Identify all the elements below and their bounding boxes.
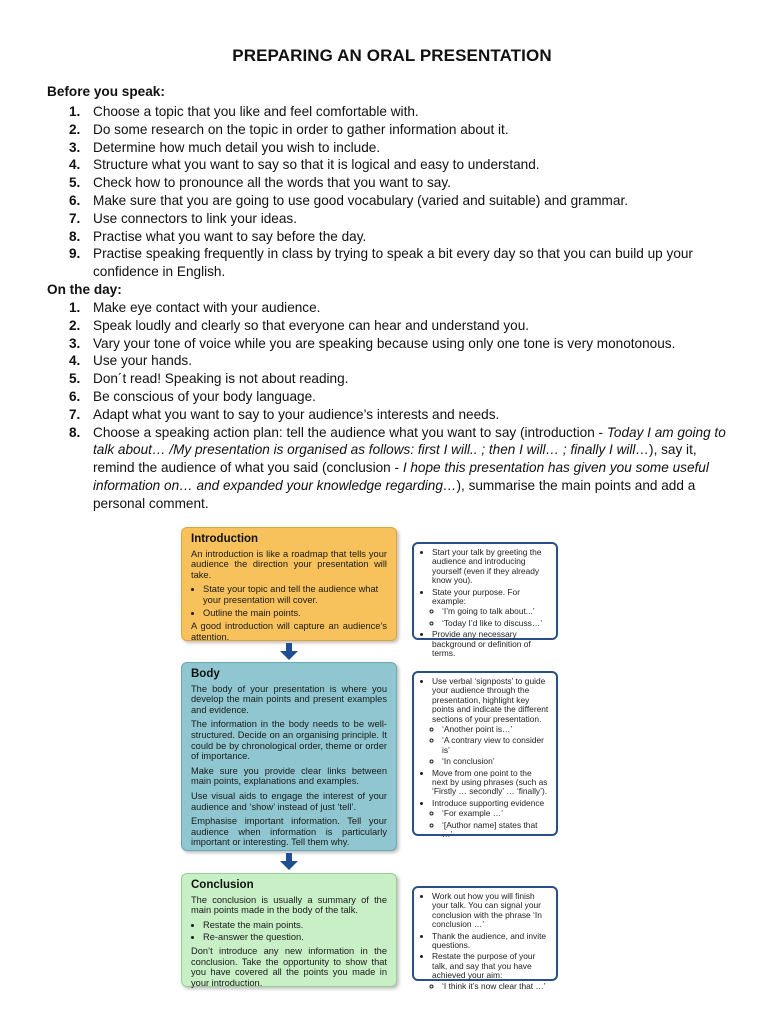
list-item — [47, 245, 737, 281]
item-number: 8. — [69, 228, 81, 244]
list-item — [432, 677, 549, 767]
conclusion-title: Conclusion — [191, 879, 254, 891]
item-text: Vary your tone of voice while you are speaking because using only one tone is very monotonous. — [93, 335, 676, 351]
item-text: Don´t read! Speaking is not about reading. — [93, 371, 349, 387]
item-text: Make eye contact with your audience. — [93, 300, 321, 315]
list-item — [47, 299, 737, 317]
item-number: 4. — [69, 353, 81, 369]
introduction-box — [181, 527, 397, 641]
list-item: • State your topic and tell the audience what your presentation will cover. — [203, 584, 387, 605]
list-item — [47, 388, 737, 406]
example-list — [432, 809, 549, 839]
example-list — [432, 607, 549, 628]
introduction-text: An introduction is like a roadmap that tells your audience the direction your presentation will take. — [191, 548, 387, 580]
body-title: Body — [191, 668, 220, 680]
tip-text: Restate the purpose of your talk, and say that you have achieved your aim: — [432, 951, 536, 981]
before-you-speak-list — [47, 103, 737, 281]
tip-text: State your purpose. For example: — [432, 586, 520, 607]
item-number: 8. — [69, 424, 81, 440]
tips-list — [421, 677, 549, 840]
list-item — [432, 952, 549, 991]
item-number: 7. — [69, 210, 81, 226]
conclusion-tips-box — [412, 886, 558, 991]
introduction-bullets — [191, 584, 387, 618]
item-text: Be conscious of your body language. — [93, 388, 316, 404]
item-text: Do some research on the topic in order to gather information about it. — [93, 121, 509, 137]
on-the-day-list — [47, 299, 737, 513]
tips-list — [421, 548, 549, 658]
item-number: 5. — [69, 371, 81, 387]
item-number: 6. — [69, 388, 81, 404]
example-item: ◦ ‘Today I’d like to discuss…’ — [442, 619, 549, 628]
list-item — [47, 139, 737, 157]
conclusion-closing: Don’t introduce any new information in the conclusion. Take the opportunity to show that you have covered all the points you made in your introduction. — [191, 945, 387, 988]
item-text: Practise speaking frequently in class by trying to speak a bit every day so that you can build up your confidence in English. — [93, 246, 693, 280]
body-tips-box — [412, 671, 558, 840]
body-paragraph: Make sure you provide clear links between main points, explanations and examples. — [191, 765, 387, 787]
list-item — [47, 103, 737, 121]
introduction-tips-box — [412, 542, 558, 659]
body-paragraph: Emphasise important information. Tell your audience when information is particularly important or interesting. Tell them why. — [191, 816, 387, 848]
list-item — [47, 174, 737, 192]
item-text: Choose a topic that you like and feel comfortable with. — [93, 104, 419, 119]
item-number: 9. — [69, 246, 81, 262]
item-number: 2. — [69, 317, 81, 333]
conclusion-bullets — [191, 920, 387, 943]
list-item — [47, 317, 737, 335]
example-item: ◦ ‘[Author name] states that …’ — [442, 821, 549, 840]
tip-text: Use verbal ‘signposts’ to guide your audience through the presentation, highlight key points and indicate the different sections of your presentation. — [432, 676, 549, 724]
body-paragraph: The body of your presentation is where you develop the main points and present examples and evidence. — [191, 683, 387, 715]
list-item — [47, 406, 737, 424]
tip-text: Work out how you will finish your talk. You can signal your conclusion with the phrase ‘In conclusion …’ — [432, 891, 542, 930]
item-number: 6. — [69, 192, 81, 208]
example-list — [432, 725, 549, 767]
list-item — [47, 370, 737, 388]
item-number: 1. — [69, 300, 81, 315]
body-paragraph: The information in the body needs to be well-structured. Decide on an organising principle. It could be by chronological order, theme or order of importance. — [191, 719, 387, 762]
tip-text: Start your talk by greeting the audience and introducing yourself (even if they already know you). — [432, 547, 542, 586]
tip-text: Provide any necessary background or definition of terms. — [432, 629, 531, 659]
tip-text: Introduce supporting evidence — [432, 797, 545, 808]
item-text: Adapt what you want to say to your audience’s interests and needs. — [93, 406, 500, 422]
item-text: Choose a speaking action plan: tell the audience what you want to say (introduction - — [93, 424, 607, 440]
list-item — [47, 210, 737, 228]
example-list — [432, 982, 549, 991]
item-number: 3. — [69, 139, 81, 155]
introduction-closing: A good introduction will capture an audience’s attention. — [191, 621, 387, 642]
item-text: Structure what you want to say so that it is logical and easy to understand. — [93, 157, 540, 173]
item-number: 3. — [69, 335, 81, 351]
item-text: Today I am going to talk about… /My presentation is organised as follows: first I will.. ; then I will… ; finally I will… — [93, 424, 726, 458]
item-number: 7. — [69, 406, 81, 422]
list-item: • Re-answer the question. — [203, 932, 387, 943]
example-item: ◦ ‘For example …’ — [442, 809, 549, 818]
conclusion-box — [181, 873, 397, 987]
introduction-title: Introduction — [191, 533, 259, 545]
item-number: 2. — [69, 121, 81, 137]
list-item — [47, 156, 737, 174]
list-item — [432, 932, 549, 951]
example-item: ◦ ‘A contrary view to consider is’ — [442, 736, 549, 755]
example-item: ◦ ‘Another point is…’ — [442, 725, 549, 734]
item-text: Make sure that you are going to use good vocabulary (varied and suitable) and grammar. — [93, 192, 628, 208]
list-item — [47, 121, 737, 139]
item-text: ), say it, remind the audience of what you said (conclusion - — [93, 442, 697, 476]
item-text: Practise what you want to say before the day. — [93, 228, 367, 244]
example-item: ◦ ‘In conclusion’ — [442, 757, 549, 766]
example-item: ◦ ‘I’m going to talk about...’ — [442, 607, 549, 616]
list-item — [432, 548, 549, 586]
section-heading-on-the-day: On the day: — [47, 282, 122, 297]
tips-list — [421, 892, 549, 991]
item-text: Speak loudly and clearly so that everyone can hear and understand you. — [93, 317, 530, 333]
item-text: Use your hands. — [93, 353, 192, 369]
item-text: Use connectors to link your ideas. — [93, 210, 298, 226]
list-item — [47, 228, 737, 246]
list-item — [47, 352, 737, 370]
tip-text: Move from one point to the next by using phrases (such as ‘Firstly … secondly’ … ‘finally’). — [432, 767, 548, 797]
list-item: • Outline the main points. — [203, 608, 387, 619]
item-text: Check how to pronounce all the words that you want to say. — [93, 175, 451, 191]
list-item — [432, 630, 549, 658]
list-item — [432, 892, 549, 930]
item-text: I hope this presentation has given you some useful information on… and expanded your knowledge regarding… — [93, 460, 709, 493]
list-item — [432, 799, 549, 840]
list-item — [432, 769, 549, 797]
item-text: ), summarise the main points and add a personal comment. — [93, 477, 696, 511]
item-number: 4. — [69, 157, 81, 173]
list-item: • Restate the main points. — [203, 920, 387, 931]
item-number: 5. — [69, 175, 81, 191]
body-box — [181, 662, 397, 851]
tip-text: Thank the audience, and invite questions. — [432, 930, 547, 951]
body-paragraph: Use visual aids to engage the interest of your audience and ‘show’ instead of just ‘tell’. — [191, 790, 387, 812]
page-title: PREPARING AN ORAL PRESENTATION — [232, 46, 552, 65]
item-number: 1. — [69, 104, 81, 119]
example-item: ◦ ‘I think it’s now clear that …’ — [442, 982, 549, 991]
list-item — [47, 335, 737, 353]
item-text: Determine how much detail you wish to include. — [93, 139, 381, 155]
conclusion-text: The conclusion is usually a summary of the main points made in the body of the talk. — [191, 894, 387, 916]
list-item — [47, 192, 737, 210]
list-item — [47, 424, 737, 513]
section-heading-before: Before you speak: — [47, 84, 165, 99]
list-item — [432, 588, 549, 629]
